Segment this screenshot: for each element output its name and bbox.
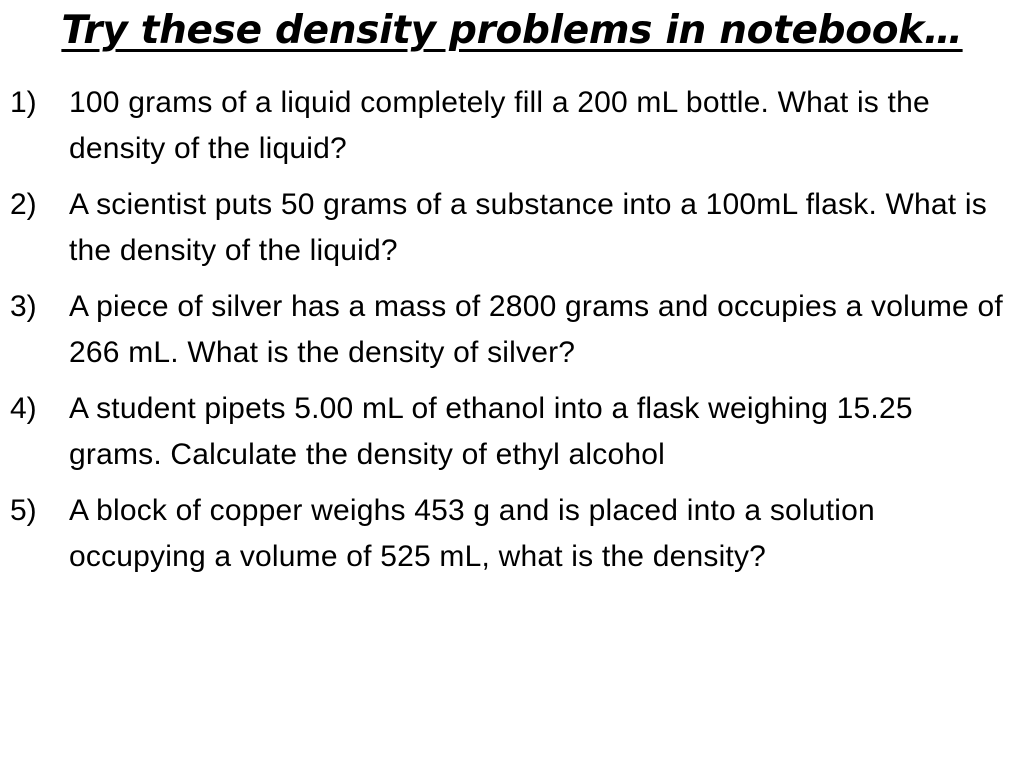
problem-number: 5) [10,494,37,527]
slide-title-text: Try these density problems in notebook… [61,8,963,53]
problem-number: 4) [10,392,37,425]
problem-number: 3) [10,290,37,323]
problem-text: A piece of silver has a mass of 2800 grams and occupies a volume of 266 mL. What is the density of silver? [69,290,1003,369]
problem-list [0,80,1024,590]
problem-number: 2) [10,188,37,221]
problem-text: A block of copper weighs 453 g and is placed into a solution occupying a volume of 525 mL, what is the density? [69,494,875,573]
problem-item-5 [0,488,1024,580]
problem-item-2 [0,182,1024,274]
slide-title [0,4,1024,58]
problem-item-1 [0,80,1024,172]
problem-text: 100 grams of a liquid completely fill a 200 mL bottle. What is the density of the liquid? [69,86,930,165]
problem-text: A student pipets 5.00 mL of ethanol into a flask weighing 15.25 grams. Calculate the density of ethyl alcohol [69,392,913,471]
problem-item-4 [0,386,1024,478]
problem-item-3 [0,284,1024,376]
problem-text: A scientist puts 50 grams of a substance into a 100mL flask. What is the density of the liquid? [69,188,987,267]
problem-number: 1) [10,86,37,119]
